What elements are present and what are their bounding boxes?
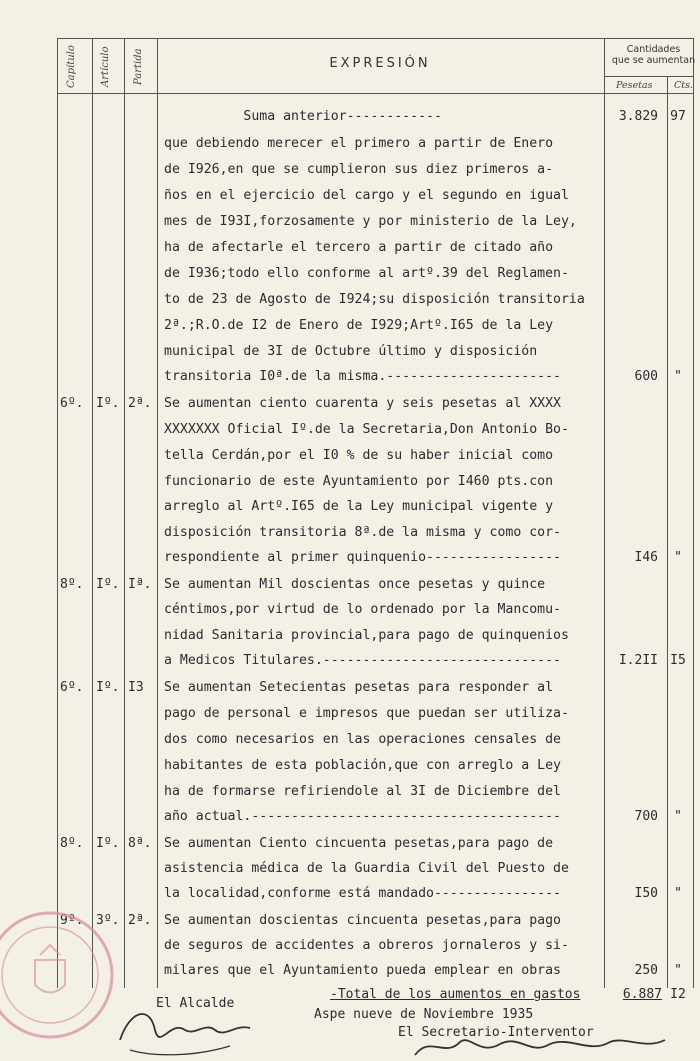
expresion-line: disposición transitoria 8ª.de la misma y como cor- [164, 525, 561, 540]
column-header-pesetas: Pesetas [616, 80, 653, 91]
divider-articulo [124, 38, 125, 988]
expresion-line: ños en el ejercicio del cargo y el segundo en igual [164, 188, 569, 203]
divider-expresion [604, 38, 605, 988]
divider-capitulo [92, 38, 93, 988]
expresion-line: funcionario de este Ayuntamiento por I460 pts.con [164, 474, 554, 489]
expresion-line: a Medicos Titulares.------------------------------ [164, 653, 561, 668]
expresion-line: asistencia médica de la Guardia Civil del Puesto de [164, 861, 569, 876]
expresion-line: ha de afectarle el tercero a partir de citado año [164, 240, 554, 255]
amount-pesetas: 700 [634, 809, 658, 824]
ref-par: Iª. [128, 577, 152, 592]
municipal-seal-icon [0, 905, 120, 1045]
ref-art: Iº. [96, 836, 120, 851]
expresion-line: arreglo al Artº.I65 de la Ley municipal vigente y [164, 499, 554, 514]
border-right [693, 38, 694, 988]
ref-par: 8ª. [128, 836, 152, 851]
ref-art: Iº. [96, 396, 120, 411]
secretario-signature-icon [410, 1030, 670, 1061]
expresion-line: milares que el Ayuntamiento pueda emplear en obras [164, 963, 561, 978]
amount-cts: 97 [670, 109, 686, 124]
ref-art: Iº. [96, 680, 120, 695]
expresion-line: XXXXXXX Oficial Iº.de la Secretaria,Don Antonio Bo- [164, 422, 569, 437]
expresion-line: respondiente al primer quinquenio----------------- [164, 550, 561, 565]
column-header-expresion: EXPRESIÓN [329, 56, 431, 71]
total-pesetas: 6.887 [622, 987, 662, 1002]
expresion-line: Se aumentan Ciento cincuenta pesetas,para pago de [164, 836, 554, 851]
que-se-aumentan-label: que se aumentan [611, 55, 696, 66]
amount-pesetas: I50 [634, 886, 658, 901]
alcalde-label: El Alcalde [156, 996, 235, 1011]
amount-cts: " [674, 550, 682, 565]
amount-pesetas: I.2II [618, 653, 658, 668]
column-header-capitulo: Capítulo [66, 45, 77, 89]
expresion-line: de I936;todo ello conforme al artº.39 del Reglamen- [164, 266, 569, 281]
total-cts: I2 [670, 987, 686, 1002]
column-header-cts: Cts. [674, 80, 693, 91]
amount-pesetas: 250 [634, 963, 658, 978]
amount-pesetas: 600 [634, 369, 658, 384]
expresion-line: dos como necesarios en las operaciones censales de [164, 732, 561, 747]
ref-cap: 9º. [60, 913, 84, 928]
amount-cts: I5 [670, 653, 686, 668]
expresion-line: mes de I93I,forzosamente y por ministerio de la Ley, [164, 214, 577, 229]
expresion-line: año actual.--------------------------------------- [164, 809, 561, 824]
place-date: Aspe nueve de Noviembre 1935 [314, 1007, 534, 1022]
amount-cts: " [674, 369, 682, 384]
divider-partida [157, 38, 158, 988]
alcalde-signature-icon [110, 1000, 270, 1060]
ref-par: I3 [128, 680, 144, 695]
expresion-line: habitantes de esta población,que con arreglo a Ley [164, 758, 561, 773]
expresion-line: de I926,en que se cumplieron sus diez primeros a- [164, 162, 554, 177]
amount-cts: " [674, 809, 682, 824]
ref-art: Iº. [96, 577, 120, 592]
expresion-line: ha de formarse refiriendole al 3I de Diciembre del [164, 784, 561, 799]
amount-pesetas: I46 [634, 550, 658, 565]
header-bottom-rule [57, 93, 693, 94]
expresion-line: nidad Sanitaria provincial,para pago de quinquenios [164, 628, 569, 643]
amount-cts: " [674, 963, 682, 978]
secretario-label: El Secretario-Interventor [398, 1025, 594, 1040]
amount-pesetas: 3.829 [618, 109, 658, 124]
total-label: -Total de los aumentos en gastos [330, 987, 581, 1002]
ref-par: 2ª. [128, 913, 152, 928]
amount-cts: " [674, 886, 682, 901]
expresion-line: tella Cerdán,por el I0 % de su haber inicial como [164, 448, 554, 463]
column-header-articulo: Artículo [100, 46, 111, 88]
top-border [57, 38, 693, 39]
expresion-line: Suma anterior------------ [164, 109, 442, 124]
expresion-line: que debiendo merecer el primero a partir de Enero [164, 136, 554, 151]
cantidades-label: Cantidades [626, 44, 681, 55]
expresion-line: pago de personal e impresos que puedan ser utiliza- [164, 706, 569, 721]
ref-cap: 8º. [60, 836, 84, 851]
cantidades-rule [604, 76, 693, 77]
expresion-line: la localidad,conforme está mandado---------------- [164, 886, 561, 901]
ref-par: 2ª. [128, 396, 152, 411]
expresion-line: de seguros de accidentes a obreros jornaleros y si- [164, 938, 569, 953]
expresion-line: municipal de 3I de Octubre último y disposición [164, 344, 538, 359]
ref-cap: 8º. [60, 577, 84, 592]
expresion-line: transitoria I0ª.de la misma.---------------------- [164, 369, 561, 384]
divider-pesetas [667, 76, 668, 988]
ref-cap: 6º. [60, 680, 84, 695]
expresion-line: Se aumentan ciento cuarenta y seis pesetas al XXXX [164, 396, 561, 411]
expresion-line: to de 23 de Agosto de I924;su disposición transitoria [164, 292, 585, 307]
expresion-line: céntimos,por virtud de lo ordenado por la Mancomu- [164, 602, 561, 617]
expresion-line: Se aumentan doscientas cincuenta pesetas,para pago [164, 913, 561, 928]
ref-cap: 6º. [60, 396, 84, 411]
column-header-partida: Partida [133, 48, 144, 86]
expresion-line: 2ª.;R.O.de I2 de Enero de I929;Artº.I65 de la Ley [164, 318, 554, 333]
expresion-line: Se aumentan Setecientas pesetas para responder al [164, 680, 554, 695]
border-left [57, 38, 58, 988]
ref-art: 3º. [96, 913, 120, 928]
column-header-cantidades [607, 44, 700, 66]
expresion-line: Se aumentan Mil doscientas once pesetas y quince [164, 577, 546, 592]
